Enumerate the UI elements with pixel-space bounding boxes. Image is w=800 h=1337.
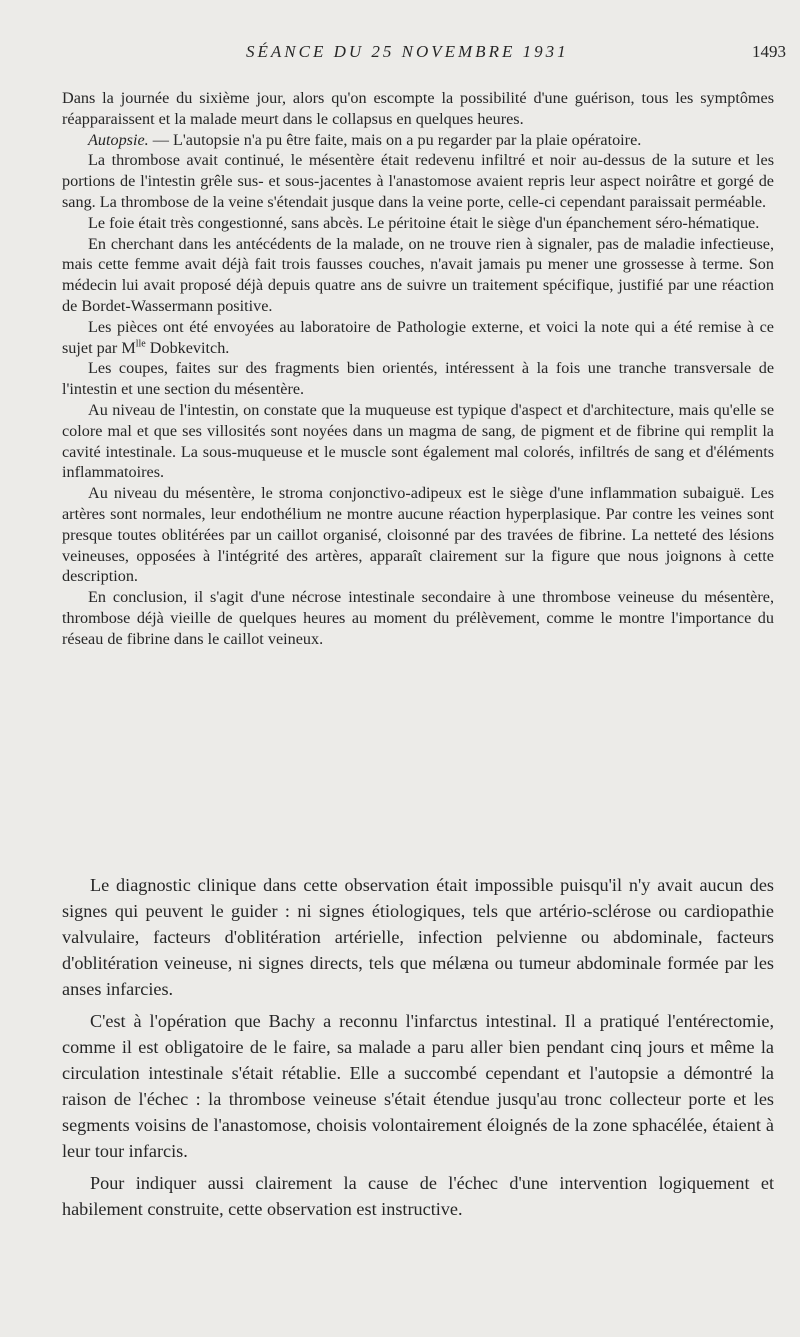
paragraph: Le diagnostic clinique dans cette observation était impossible puisqu'il n'y avait aucun des signes qui peuvent le guider : ni signes étiologiques, tels que artério-sclérose ou cardiopathie valvulaire, facteurs d'oblitération artérielle, infection pelvienne ou abdominale, facteurs d'oblitération veineuse, ni signes directs, tels que mélæna ou tumeur abdominale formée par les anses infarcies. (62, 875, 774, 999)
page-number: 1493 (752, 42, 786, 61)
paragraph: Dans la journée du sixième jour, alors qu'on escompte la possibilité d'une guérison, tous les symptômes réapparaissent et la malade meurt dans le collapsus en quelques heures. (62, 89, 774, 128)
page-header (0, 42, 800, 66)
autopsie-label: Autopsie. (88, 130, 149, 149)
paragraph: Au niveau du mésentère, le stroma conjonctivo-adipeux est le siège d'une inflammation subaiguë. Les artères sont normales, leur endothélium ne montre aucune réaction hyperplasique. Par contre les veines sont presque toutes oblitérées par un caillot organisé, cloisonné par des travées de fibrine. La netteté des lésions veineuses, opposées à l'intégrité des artères, apparaît clairement sur la figure que nous joignons à cette description. (62, 484, 774, 586)
discussion-text (62, 872, 774, 1222)
paragraph: Le foie était très congestionné, sans abcès. Le péritoine était le siège d'un épanchement séro-hématique. (88, 213, 760, 232)
running-title: SÉANCE DU 25 NOVEMBRE 1931 (246, 42, 569, 61)
paragraph: C'est à l'opération que Bachy a reconnu l'infarctus intestinal. Il a pratiqué l'entérectomie, comme il est obligatoire de le faire, sa malade a paru aller bien pendant cinq jours et même la circulation intestinale s'était rétablie. Elle a succombé cependant et l'autopsie a démontré la raison de l'échec : la thrombose veineuse s'était étendue jusqu'au tronc collecteur porte et les segments voisins de l'anastomose, choisis volontairement éloignés de la zone sphacélée, étaient à leur tour infarcis. (62, 1011, 774, 1161)
observation-text (62, 88, 774, 650)
text-span: Les pièces ont été envoyées au laboratoire de Pathologie externe, et voici la note qui a été remise à ce sujet par M (62, 317, 774, 357)
paragraph: En conclusion, il s'agit d'une nécrose intestinale secondaire à une thrombose veineuse du mésentère, thrombose déjà vieille de quelques heures au moment du prélèvement, comme le montre l'importance du réseau de fibrine dans le caillot veineux. (62, 588, 774, 648)
paragraph: Les coupes, faites sur des fragments bien orientés, intéressent à la fois une tranche transversale de l'intestin et une section du mésentère. (62, 359, 774, 399)
paragraph: En cherchant dans les antécédents de la malade, on ne trouve rien à signaler, pas de maladie infectieuse, mais cette femme avait déjà fait trois fausses couches, n'avait jamais pu mener une grossesse à terme. Son médecin lui avait proposé déjà depuis quatre ans de suivre un traitement spécifique, justifié par une réaction de Bordet-Wassermann positive. (62, 234, 774, 315)
paragraph: Pour indiquer aussi clairement la cause de l'échec d'une intervention logiquement et habilement construite, cette observation est instructive. (62, 1173, 774, 1219)
text-span: Dobkevitch. (145, 338, 230, 357)
paragraph-autopsie (62, 130, 774, 151)
superscript: lle (135, 338, 146, 350)
paragraph: La thrombose avait continué, le mésentère était redevenu infiltré et noir au-dessus de la suture et les portions de l'intestin grêle sus- et sous-jacentes à l'anastomose avaient repris leur aspect noirâtre et gorgé de sang. La thrombose de la veine s'étendait jusque dans la veine porte, celle-ci cependant paraissait perméable. (62, 151, 774, 211)
paragraph-dobkevitch (62, 317, 774, 359)
autopsie-text: — L'autopsie n'a pu être faite, mais on a pu regarder par la plaie opératoire. (148, 130, 642, 149)
paragraph: Au niveau de l'intestin, on constate que la muqueuse est typique d'aspect et d'architecture, mais qu'elle se colore mal et que ses villosités sont noyées dans un magma de sang, de pigment et de fibrine qui remplit la cavité intestinale. La sous-muqueuse et le muscle sont également mal colorés, infiltrés de sang et d'éléments inflammatoires. (62, 400, 774, 482)
